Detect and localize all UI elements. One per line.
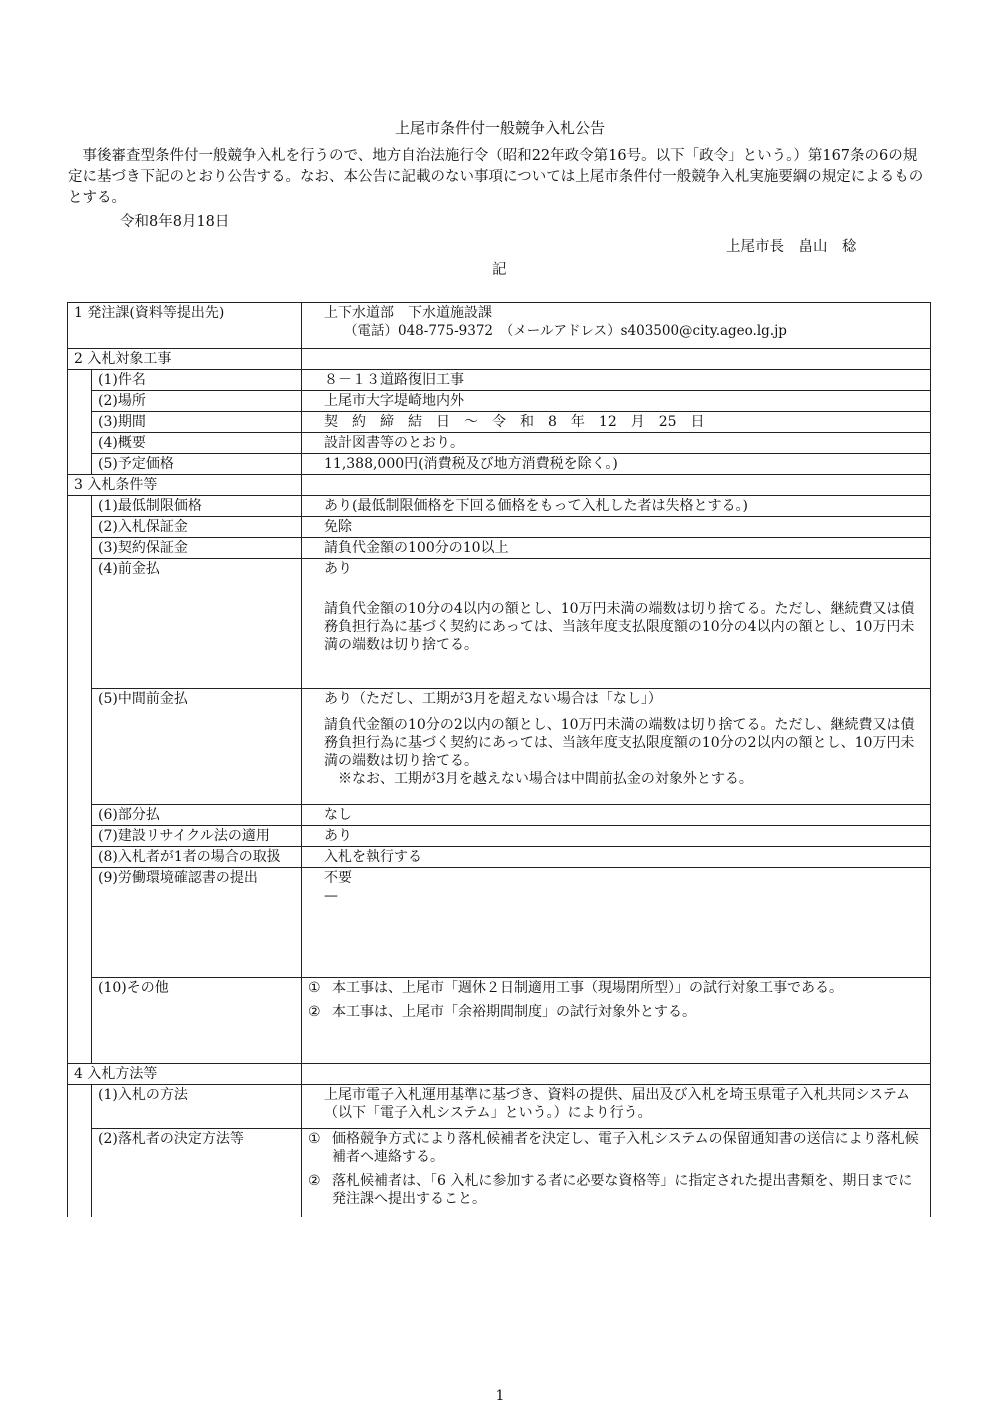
mid-advance-value: あり（ただし、工期が3月を超えない場合は「なし」） [324,691,662,707]
row-label: (1)件名 [92,370,302,391]
circled-number: ② [308,1004,321,1020]
list-item [308,979,924,997]
row-label: (4)前金払 [92,559,302,689]
row-value: 設計図書等のとおり。 [302,433,931,454]
section-1-row [68,303,931,349]
row-value: 11,388,000円(消費税及び地方消費税を除く。) [302,454,931,475]
row-value: 請負代金額の100分の10以上 [302,538,931,559]
table-row [68,559,931,689]
row-value: ８－１３道路復旧工事 [302,370,931,391]
advance-payment-detail: 請負代金額の10分の4以内の額とし、10万円未満の端数は切り捨てる。ただし、継続費又は債務負担行為に基づく契約にあっては、当該年度支払限度額の10分の4以内の額とし、10万円未満の端数は切り捨てる。 [324,601,915,653]
section-4-empty [302,1064,931,1085]
section-4-header [68,1064,931,1085]
page-title: 上尾市条件付一般競争入札公告 [394,119,605,137]
mid-advance-detail: 請負代金額の10分の2以内の額とし、10万円未満の端数は切り捨てる。ただし、継続費又は債務負担行為に基づく契約にあっては、当該年度支払限度額の10分の2以内の額とし、10万円未満の端数は切り捨てる。 [324,717,915,769]
circled-number: ② [308,1173,321,1189]
section-1-value [302,303,931,349]
table-row [68,868,931,978]
table-row [68,805,931,826]
table-row [68,517,931,538]
row-label: (10)その他 [92,978,302,1064]
row-value [302,689,931,805]
item-text: 本工事は、上尾市「週休２日制適用工事（現場閉所型）」の試行対象工事である。 [332,980,843,996]
row-value: 上尾市電子入札運用基準に基づき、資料の提供、届出及び入札を埼玉県電子入札共同システム（以下「電子入札システム」という。）により行う。 [302,1085,931,1129]
notice-date: 令和8年8月18日 [120,214,230,230]
table-row [68,978,931,1064]
row-label: (4)概要 [92,433,302,454]
list-item [308,1003,924,1021]
table-row [68,1085,931,1129]
section-3-empty [302,475,931,496]
labor-cert-dash: — [324,888,338,904]
row-label: (3)契約保証金 [92,538,302,559]
table-row [68,689,931,805]
row-label: (8)入札者が1者の場合の取扱 [92,847,302,868]
row-label: (1)最低制限価格 [92,496,302,517]
notice-table [67,302,931,1217]
section-2-header [68,349,931,370]
row-value [302,1129,931,1217]
intro-paragraph: 事後審査型条件付一般競争入札を行うので、地方自治法施行令（昭和22年政令第16号。以下「政令」という。）第167条の6の規定に基づき下記のとおり公告する。なお、本公告に記載のない事項については上尾市条件付一般競争入札実施要綱の規定によるものとする。 [68,148,924,206]
row-label: (6)部分払 [92,805,302,826]
row-value: なし [302,805,931,826]
list-item [308,1130,924,1166]
table-row [68,847,931,868]
table-row [68,538,931,559]
row-value [302,978,931,1064]
table-row [68,1129,931,1217]
mid-advance-note: ※なお、工期が3月を越えない場合は中間前払金の対象外とする。 [338,771,753,787]
row-label: (3)期間 [92,412,302,433]
row-label: (9)労働環境確認書の提出 [92,868,302,978]
row-value: あり [302,826,931,847]
mayor-name: 上尾市長 畠山 稔 [726,239,857,255]
row-value: 上尾市大字堤崎地内外 [302,391,931,412]
row-value: あり(最低制限価格を下回る価格をもって入札した者は失格とする。) [302,496,931,517]
row-value [302,868,931,978]
dept-name: 上下水道部 下水道施設課 [324,305,492,321]
table-row [68,433,931,454]
indent-cell [68,1085,92,1217]
row-label: (2)入札保証金 [92,517,302,538]
table-row [68,496,931,517]
section-2-label: 2 入札対象工事 [68,349,302,370]
row-label: (7)建設リサイクル法の適用 [92,826,302,847]
row-label: (2)落札者の決定方法等 [92,1129,302,1217]
table-row [68,391,931,412]
labor-cert-value: 不要 [324,870,352,886]
page-number: 1 [495,1388,505,1404]
circled-number: ① [308,1131,321,1147]
section-2-empty [302,349,931,370]
table-row [68,826,931,847]
table-row [68,370,931,391]
item-text: 本工事は、上尾市「余裕期間制度」の試行対象外とする。 [332,1004,696,1020]
table-row [68,412,931,433]
section-4-label: 4 入札方法等 [68,1064,302,1085]
row-value: 免除 [302,517,931,538]
row-value: 入札を執行する [302,847,931,868]
row-label: (1)入札の方法 [92,1085,302,1129]
advance-payment-value: あり [324,561,352,577]
item-text: 落札候補者は、「6 入札に参加する者に必要な資格等」に指定された提出書類を、期日までに発注課へ提出すること。 [332,1173,913,1207]
row-value [302,559,931,689]
circled-number: ① [308,980,321,996]
contact-info: （電話）048-775-9372 （メールアドレス）s403500@city.ageo.lg.jp [344,323,787,339]
section-3-header [68,475,931,496]
list-item [308,1172,924,1208]
row-label: (5)予定価格 [92,454,302,475]
table-row [68,454,931,475]
section-3-label: 3 入札条件等 [68,475,302,496]
indent-cell [68,370,92,475]
item-text: 価格競争方式により落札候補者を決定し、電子入札システムの保留通知書の送信により落札候補者へ連絡する。 [332,1131,919,1165]
row-label: (5)中間前金払 [92,689,302,805]
ki-mark: 記 [492,262,507,278]
section-1-label: 1 発注課(資料等提出先) [68,303,302,349]
row-value: 契 約 締 結 日 ～ 令 和 8 年 12 月 25 日 [302,412,931,433]
indent-cell [68,496,92,1064]
row-label: (2)場所 [92,391,302,412]
